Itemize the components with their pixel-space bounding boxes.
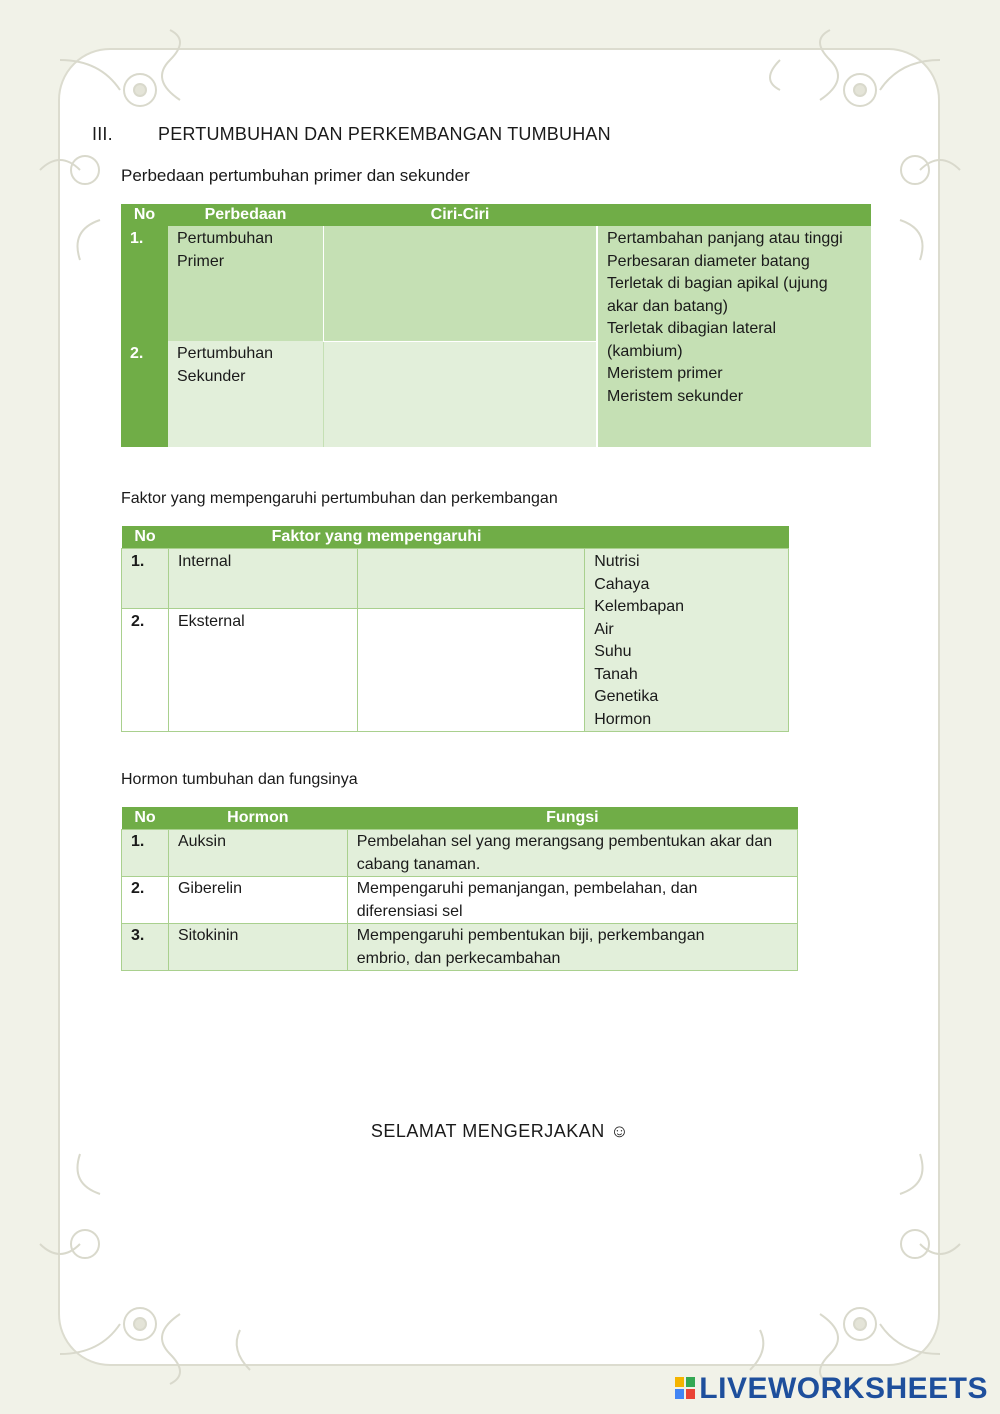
row-label: Internal [168,549,357,609]
row-number: 1. [121,226,168,341]
option-item[interactable]: Kelembapan [594,598,685,615]
option-item[interactable]: Suhu [594,643,632,660]
table2-caption: Faktor yang mempengaruhi pertumbuhan dan perkembangan [121,490,558,507]
table1-caption: Perbedaan pertumbuhan primer dan sekunder [121,166,470,185]
answer-drop-zone[interactable] [357,549,585,609]
hormone-table [121,807,798,971]
hormone-function: Pembelahan sel yang merangsang pembentukan akar dan cabang tanaman. [347,830,797,877]
row-number: 2. [122,608,169,731]
section-number: III. [92,124,113,144]
liveworksheets-logo-icon [675,1376,697,1400]
liveworksheets-logo [675,1372,988,1406]
closing-message: SELAMAT MENGERJAKAN ☺ [370,1121,630,1141]
option-item[interactable]: Meristem sekunder [607,387,744,405]
row-number: 1. [122,830,169,877]
header-faktor: Faktor yang mempengaruhi [168,526,584,549]
row-label: Pertumbuhan Sekunder [168,341,323,447]
growth-factor-table [121,526,789,732]
table-row [122,830,798,877]
option-item[interactable]: Hormon [594,710,652,728]
option-item[interactable]: (kambium) [607,342,683,360]
option-item[interactable]: Cahaya [594,575,650,593]
row-label: Eksternal [168,608,357,731]
header-no: No [122,807,169,830]
hormone-name: Auksin [168,830,347,877]
section-title: PERTUMBUHAN DAN PERKEMBANGAN TUMBUHAN [158,124,611,144]
brand-text: LIVEWORKSHEETS [699,1372,988,1405]
option-item[interactable]: Genetika [594,688,659,705]
row-label: Pertumbuhan Primer [168,226,323,341]
options-list [597,226,871,447]
option-item[interactable]: Tanah [594,665,638,683]
option-item[interactable]: Pertambahan panjang atau tinggi [607,230,843,247]
header-fungsi: Fungsi [347,807,797,830]
header-no: No [121,204,168,226]
answer-drop-zone[interactable] [323,341,597,447]
answer-drop-zone[interactable] [357,608,585,731]
hormone-name: Giberelin [168,877,347,924]
row-number: 3. [122,924,169,971]
header-blank [597,204,871,226]
row-number: 1. [122,549,169,609]
growth-difference-table [121,204,871,447]
row-number: 2. [121,341,168,447]
option-item[interactable]: Meristem primer [607,365,723,382]
header-no: No [122,526,169,549]
table3-caption: Hormon tumbuhan dan fungsinya [121,771,358,788]
option-item[interactable]: Perbesaran diameter batang [607,252,810,270]
hormone-function: Mempengaruhi pemanjangan, pembelahan, dan diferensiasi sel [347,877,797,924]
hormone-name: Sitokinin [168,924,347,971]
table-row [122,877,798,924]
row-number: 2. [122,877,169,924]
header-ciri-ciri: Ciri-Ciri [323,204,597,226]
answer-drop-zone[interactable] [323,226,597,341]
option-item[interactable]: Terletak dibagian lateral [607,320,776,337]
header-blank [585,526,789,549]
option-item[interactable]: Nutrisi [594,553,640,570]
option-item[interactable]: Terletak di bagian apikal (ujung [607,275,828,292]
table-row [122,924,798,971]
options-list [585,549,789,732]
hormone-function: Mempengaruhi pembentukan biji, perkembangan embrio, dan perkecambahan [347,924,797,971]
option-item[interactable]: akar dan batang) [607,297,728,315]
header-perbedaan: Perbedaan [168,204,323,226]
header-hormon: Hormon [168,807,347,830]
option-item[interactable]: Air [594,620,614,638]
section-heading [92,124,611,145]
